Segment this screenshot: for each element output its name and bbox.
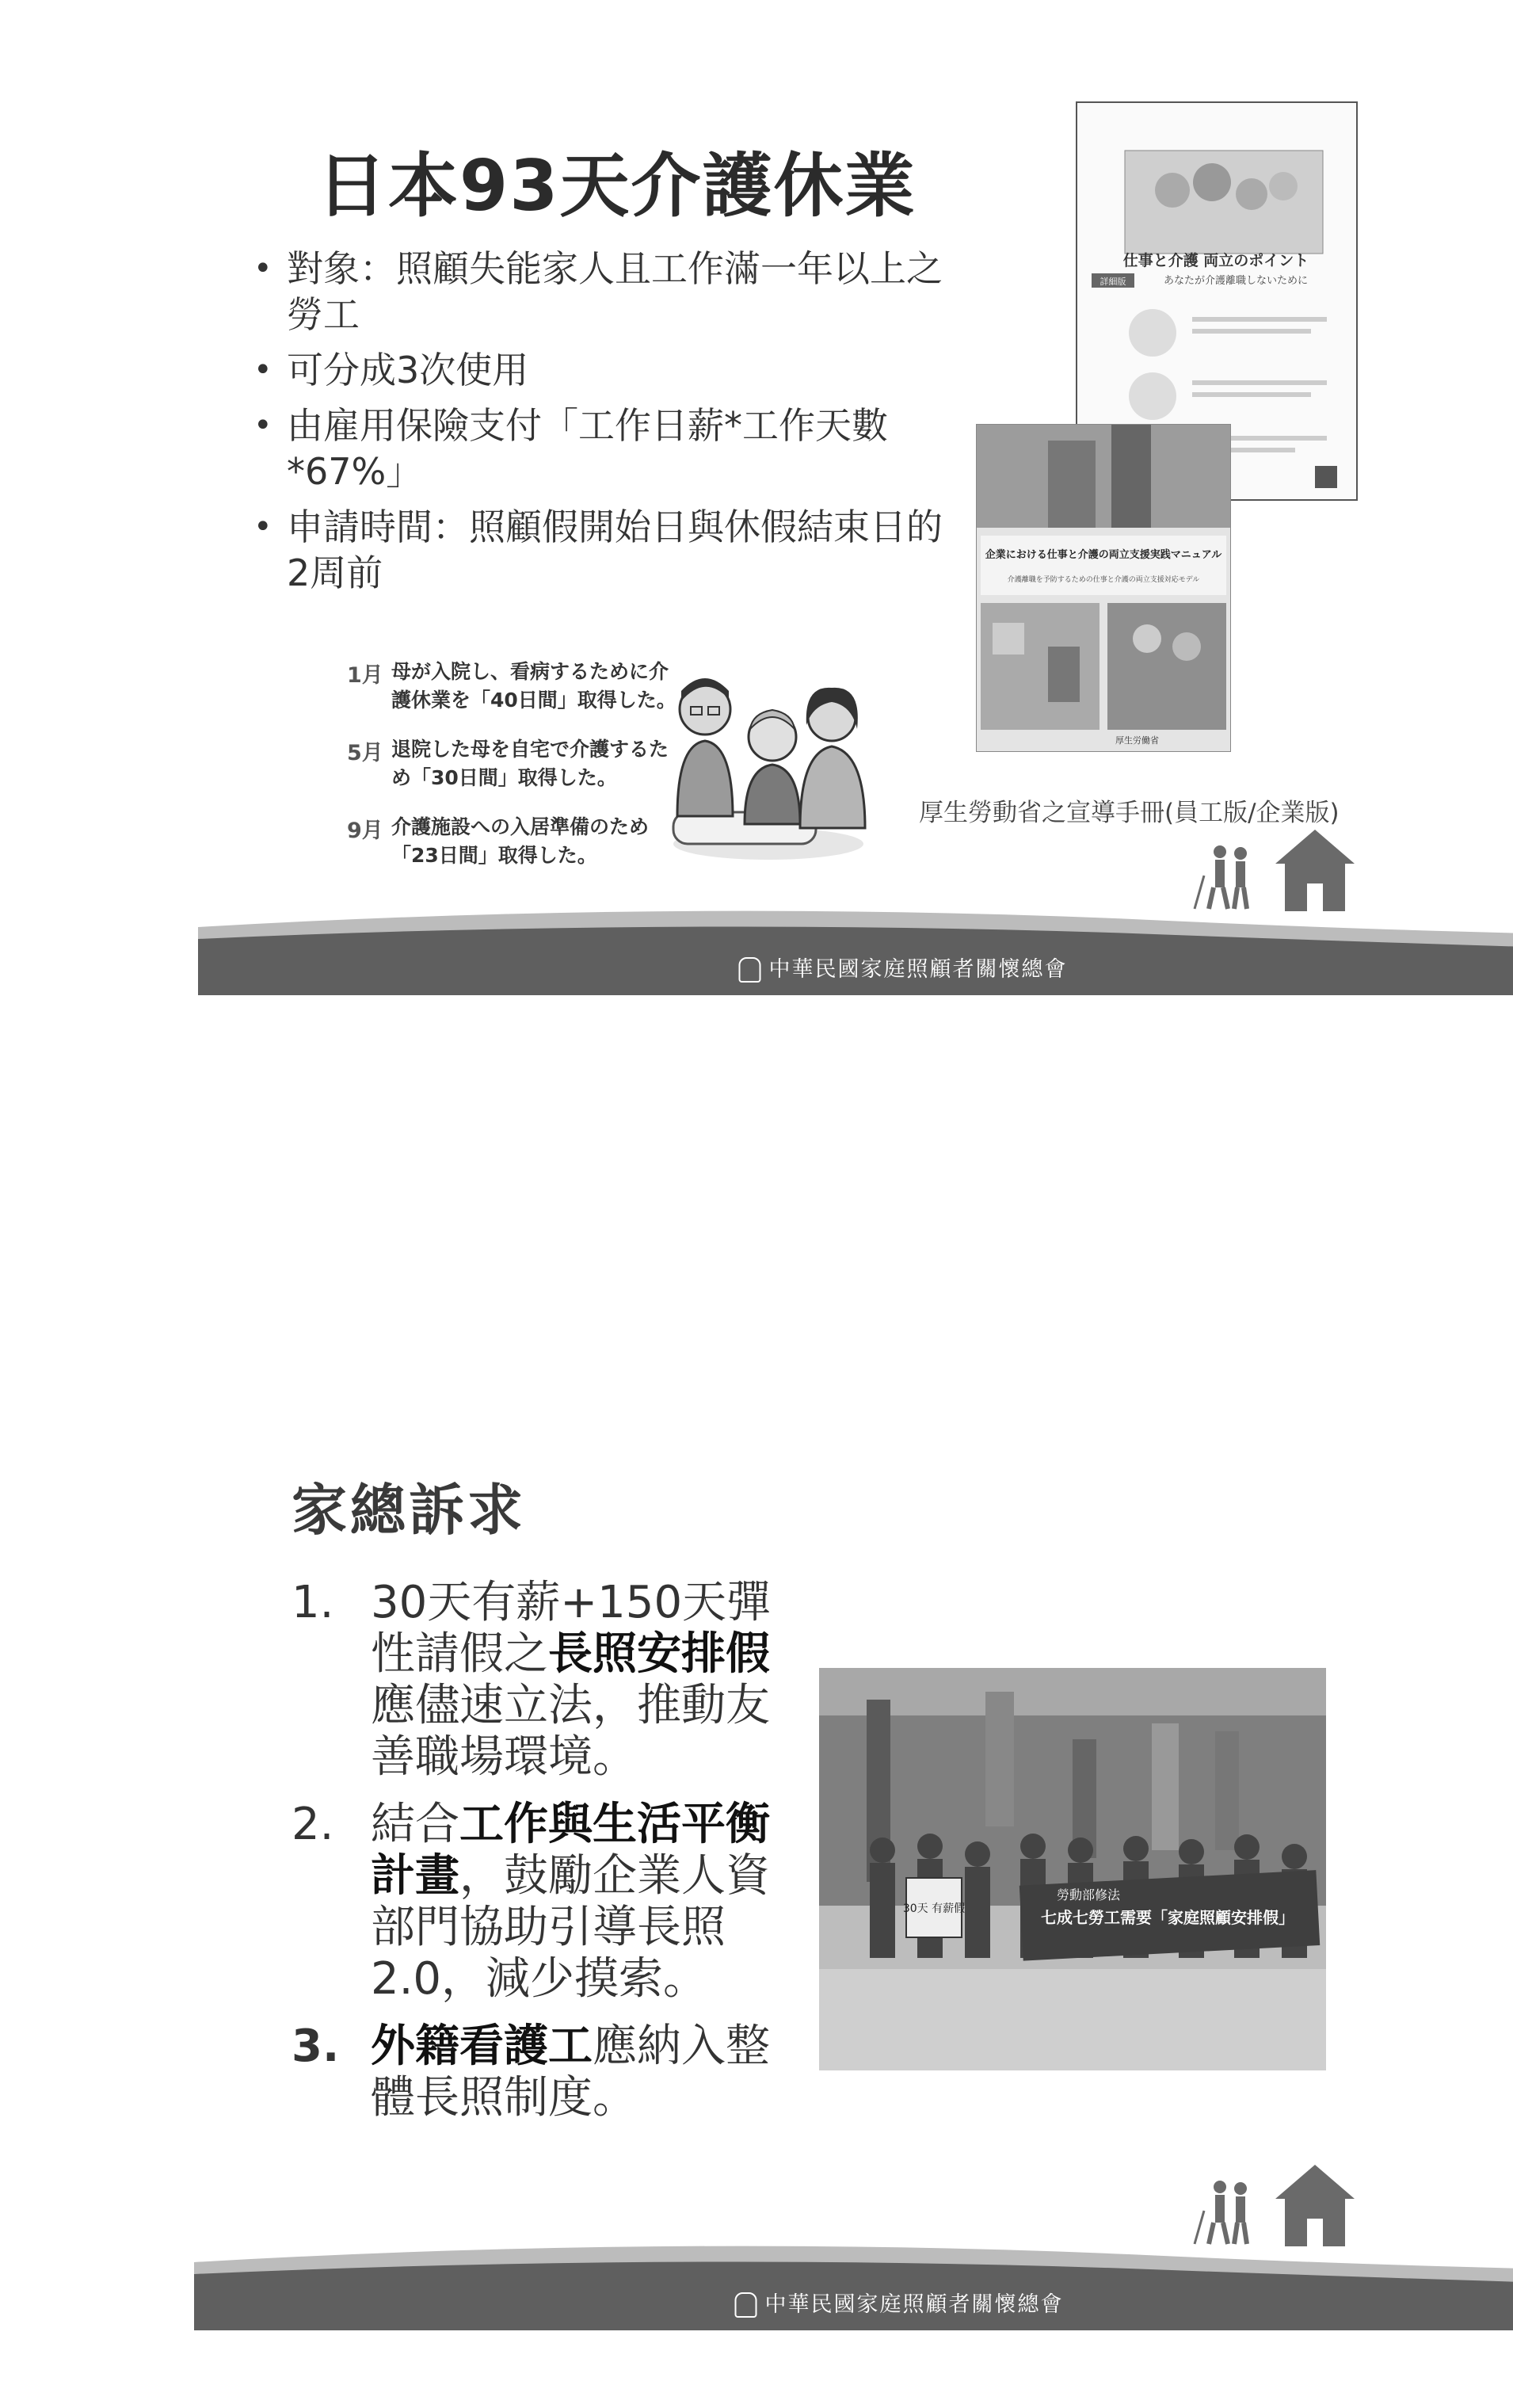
manual-artwork [977, 425, 1230, 751]
timeline-row [347, 735, 680, 792]
bullet-item: • 由雇用保險支付「工作日薪*工作天數*67%」 [253, 403, 951, 494]
house-walkers-icon [1164, 2155, 1355, 2246]
demand-list [292, 1577, 798, 2139]
slide-footer [198, 903, 1513, 995]
slide-title: 日本93天介護休業 [317, 145, 917, 227]
protest-sign-text: 30天 有薪假 [902, 1902, 966, 1915]
footer-label: 中華民國家庭照顧者關懷總會 [768, 956, 1068, 982]
manual-subtitle: 介護離職を予防するための仕事と介護の両立支援対応モデル [1007, 576, 1200, 584]
footer-org-name [735, 2287, 1064, 2318]
timeline-text: 介護施設への入居準備のため「23日間」取得した。 [391, 815, 650, 867]
image-caption: 厚生勞動省之宣導手冊(員工版/企業版) [919, 799, 1340, 827]
bullet-item: • 對象：照顧失能家人且工作滿一年以上之勞工 [253, 246, 951, 338]
timeline-row [347, 813, 680, 870]
protest-photo [819, 1668, 1326, 2070]
manual-publisher: 厚生労働省 [1115, 735, 1159, 746]
leaflet-subtitle: あなたが介護離職しないために [1163, 275, 1309, 287]
protest-photo-artwork [819, 1668, 1326, 2070]
protest-banner-top: 勞動部修法 [1057, 1887, 1121, 1902]
timeline-row [347, 658, 680, 715]
house-walkers-icon [1164, 820, 1355, 911]
slide-footer [194, 2238, 1513, 2330]
demand-item [292, 1577, 798, 1783]
manual-cover-image [976, 424, 1231, 752]
leaflet-tag: 詳細版 [1099, 277, 1126, 287]
demand-number: 2. [292, 1799, 334, 1850]
demand-text [371, 1577, 798, 1783]
demand-text-part: 30天有薪+150天彈性請假之 [371, 1577, 772, 1680]
slide-family-demands [0, 1347, 1513, 2408]
demand-text-bold: 工作與生活平衡計畫 [371, 1799, 770, 1902]
family-care-illustration [657, 650, 879, 864]
demand-item [292, 1799, 798, 2005]
bullet-item: • 申請時間：照顧假開始日與休假結束日的2周前 [253, 504, 951, 596]
timeline-month: 1月 [347, 663, 383, 688]
slide-japan-care-leave [0, 0, 1513, 1030]
demand-text-part: ，鼓勵企業人資部門協助引導長照2.0，減少摸索。 [371, 1850, 770, 2005]
timeline-text: 退院した母を自宅で介護するため「30日間」取得した。 [391, 738, 669, 789]
timeline-month: 5月 [347, 741, 383, 765]
demand-item [292, 2021, 798, 2124]
org-logo-icon [735, 2292, 757, 2318]
manual-title: 企業における仕事と介護の両立支援実践マニュアル [985, 549, 1222, 561]
demand-text-part: 結合 [371, 1799, 459, 1850]
timeline-month: 9月 [347, 819, 383, 843]
footer-org-name [739, 952, 1068, 983]
demand-text-bold: 長照安排假 [548, 1628, 770, 1680]
leaflet-title: 仕事と介護 両立のポイント [1122, 252, 1309, 269]
slide-title: 家總訴求 [292, 1478, 526, 1543]
demand-text [371, 1799, 798, 2005]
demand-number: 1. [292, 1577, 334, 1628]
protest-banner-text: 七成七勞工需要「家庭照顧安排假」 [1041, 1908, 1294, 1927]
demand-text-bold: 外籍看護工 [371, 2021, 593, 2072]
footer-label: 中華民國家庭照顧者關懷總會 [764, 2292, 1064, 2317]
demand-text-part: 應納入整體長照制度。 [371, 2021, 770, 2124]
timeline-text: 母が入院し、看病するために介護休業を「40日間」取得した。 [391, 660, 676, 712]
leave-timeline [347, 658, 680, 891]
bullet-item: • 可分成3次使用 [253, 347, 951, 393]
demand-text [371, 2021, 798, 2124]
demand-number: 3. [292, 2021, 340, 2072]
bullet-list [253, 246, 951, 605]
org-logo-icon [739, 957, 761, 983]
demand-text-part: 應儘速立法，推動友善職場環境。 [371, 1680, 770, 1783]
